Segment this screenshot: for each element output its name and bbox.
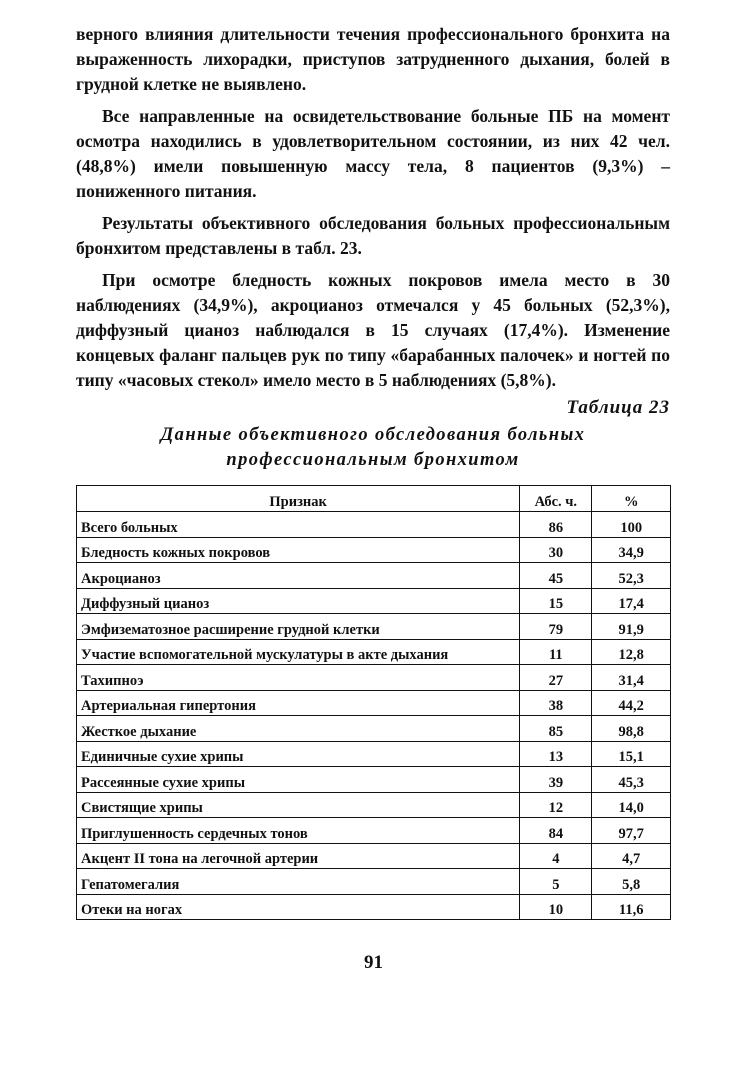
cell-abs: 85	[520, 716, 592, 742]
cell-percent: 52,3	[592, 563, 671, 589]
cell-sign: Артериальная гипертония	[77, 690, 520, 716]
table-title-line: Данные объективного обследования больных	[160, 425, 586, 445]
table-row	[77, 614, 671, 640]
cell-sign: Свистящие хрипы	[77, 792, 520, 818]
cell-percent: 91,9	[592, 614, 671, 640]
cell-percent: 5,8	[592, 869, 671, 895]
table-row	[77, 818, 671, 844]
cell-abs: 15	[520, 588, 592, 614]
cell-percent: 98,8	[592, 716, 671, 742]
cell-abs: 13	[520, 741, 592, 767]
table-caption: Таблица 23	[566, 397, 670, 418]
table-row	[77, 665, 671, 691]
paragraph: верного влияния длительности течения профессионального бронхита на выраженность лихорадки, приступов затрудненного дыхания, болей в грудной клетке не выявлено.	[76, 24, 670, 94]
cell-sign: Рассеянные сухие хрипы	[77, 767, 520, 793]
data-table-container	[76, 485, 671, 920]
cell-abs: 11	[520, 639, 592, 665]
cell-percent: 31,4	[592, 665, 671, 691]
cell-sign: Отеки на ногах	[77, 894, 520, 920]
table-row	[77, 767, 671, 793]
cell-sign: Единичные сухие хрипы	[77, 741, 520, 767]
table-row	[77, 512, 671, 538]
cell-abs: 39	[520, 767, 592, 793]
table-title-line: профессиональным бронхитом	[226, 450, 520, 470]
cell-percent: 97,7	[592, 818, 671, 844]
cell-sign: Участие вспомогательной мускулатуры в акте дыхания	[77, 639, 520, 665]
cell-sign: Гепатомегалия	[77, 869, 520, 895]
cell-abs: 4	[520, 843, 592, 869]
paragraph: Все направленные на освидетельствование больные ПБ на момент осмотра находились в удовлетворительном состоянии, из них 42 чел. (48,8%) имели повышенную массу тела, 8 пациентов (9,3%) – пониженного питания.	[76, 106, 670, 201]
table-row	[77, 716, 671, 742]
paragraph: При осмотре бледность кожных покровов имела место в 30 наблюдениях (34,9%), акроцианоз отмечался у 45 больных (52,3%), диффузный цианоз наблюдался в 15 случаях (17,4%). Изменение концевых фаланг пальцев рук по типу «барабанных палочек» и ногтей по типу «часовых стекол» имело место в 5 наблюдениях (5,8%).	[76, 270, 670, 390]
cell-sign: Диффузный цианоз	[77, 588, 520, 614]
table-row	[77, 741, 671, 767]
cell-abs: 5	[520, 869, 592, 895]
header-percent: %	[592, 486, 671, 512]
data-table	[76, 485, 671, 920]
table-title	[76, 423, 670, 473]
cell-sign: Акроцианоз	[77, 563, 520, 589]
cell-abs: 86	[520, 512, 592, 538]
table-row	[77, 843, 671, 869]
cell-abs: 10	[520, 894, 592, 920]
table-row	[77, 563, 671, 589]
header-abs: Абс. ч.	[520, 486, 592, 512]
cell-abs: 27	[520, 665, 592, 691]
cell-percent: 100	[592, 512, 671, 538]
cell-percent: 44,2	[592, 690, 671, 716]
cell-percent: 12,8	[592, 639, 671, 665]
page-number: 91	[364, 952, 383, 973]
cell-sign: Бледность кожных покровов	[77, 537, 520, 563]
cell-percent: 45,3	[592, 767, 671, 793]
cell-percent: 14,0	[592, 792, 671, 818]
cell-sign: Жесткое дыхание	[77, 716, 520, 742]
cell-sign: Тахипноэ	[77, 665, 520, 691]
table-header-row	[77, 486, 671, 512]
cell-abs: 79	[520, 614, 592, 640]
table-row	[77, 869, 671, 895]
cell-sign: Эмфизематозное расширение грудной клетки	[77, 614, 520, 640]
cell-percent: 11,6	[592, 894, 671, 920]
table-row	[77, 894, 671, 920]
cell-abs: 84	[520, 818, 592, 844]
cell-sign: Приглушенность сердечных тонов	[77, 818, 520, 844]
cell-abs: 45	[520, 563, 592, 589]
cell-percent: 15,1	[592, 741, 671, 767]
cell-abs: 30	[520, 537, 592, 563]
cell-percent: 34,9	[592, 537, 671, 563]
table-row	[77, 588, 671, 614]
cell-sign: Акцент II тона на легочной артерии	[77, 843, 520, 869]
table-row	[77, 690, 671, 716]
table-row	[77, 792, 671, 818]
table-row	[77, 537, 671, 563]
body-text	[76, 22, 670, 400]
cell-abs: 12	[520, 792, 592, 818]
cell-sign: Всего больных	[77, 512, 520, 538]
paragraph: Результаты объективного обследования больных профессиональным бронхитом представлены в табл. 23.	[76, 213, 670, 258]
cell-percent: 17,4	[592, 588, 671, 614]
cell-abs: 38	[520, 690, 592, 716]
table-row	[77, 639, 671, 665]
header-sign: Признак	[77, 486, 520, 512]
cell-percent: 4,7	[592, 843, 671, 869]
